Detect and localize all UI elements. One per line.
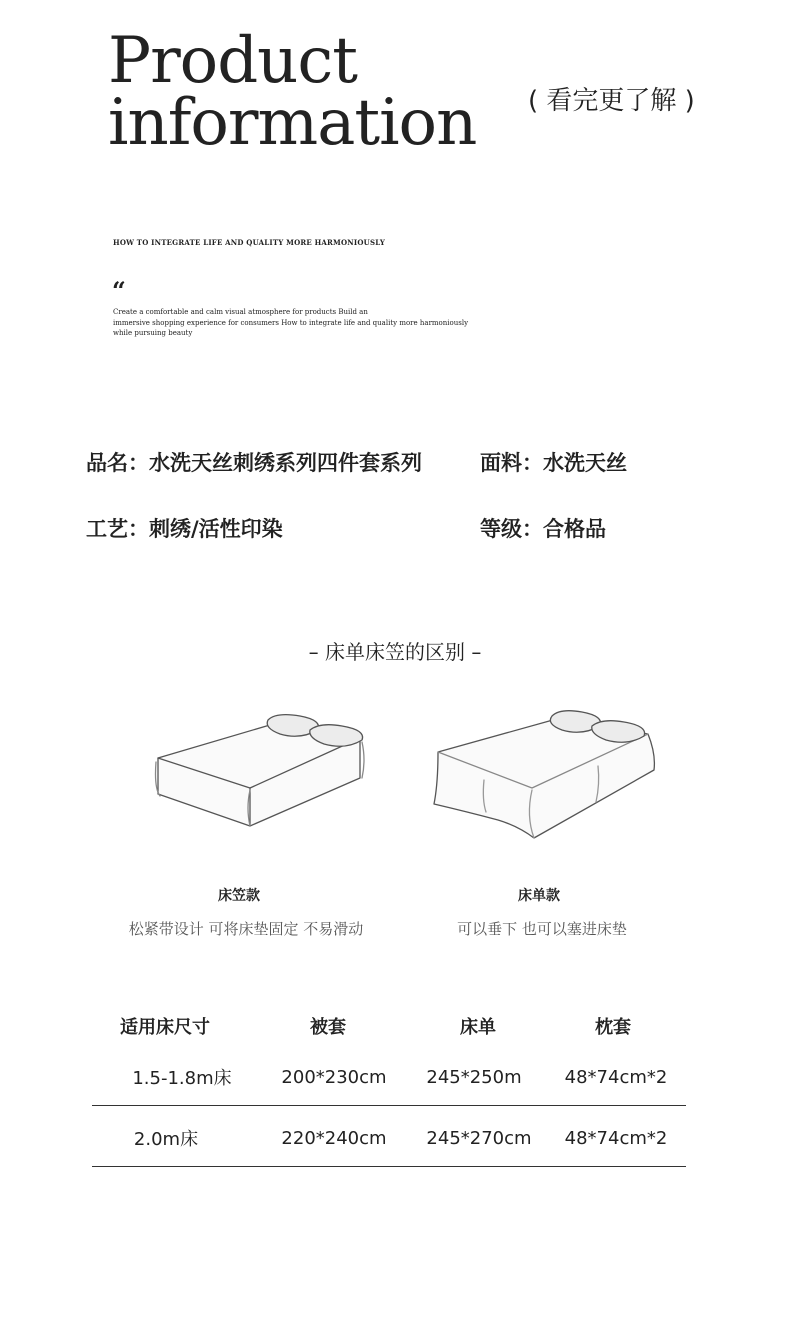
table-cell: 1.5-1.8m床 [132,1068,232,1089]
flat-sheet-illustration [428,708,660,848]
product-craft: 工艺：刺绣/活性印染 [86,517,283,541]
intro-line: while pursuing beauty [113,329,193,337]
table-header: 适用床尺寸 [120,1017,210,1038]
table-divider [92,1105,686,1106]
table-cell: 48*74cm*2 [564,1128,668,1149]
table-cell: 2.0m床 [133,1129,199,1150]
section-title: – 床单床笠的区别 – [308,640,482,664]
intro-text [113,307,533,339]
flat-sheet-label: 床单款 [518,888,560,904]
table-header: 被套 [310,1017,346,1038]
table-divider [92,1166,686,1167]
quote-icon: “ [112,276,126,305]
cn-subtitle: ( 看完更了解 ) [528,86,695,116]
table-header: 床单 [460,1017,496,1038]
intro-line: Create a comfortable and calm visual atmosphere for products Build an [113,308,368,316]
fitted-sheet-desc: 松紧带设计 可将床垫固定 不易滑动 [128,920,364,938]
table-cell: 245*250m [426,1067,522,1088]
title-line-2: information [108,86,477,160]
product-name: 品名：水洗天丝刺绣系列四件套系列 [86,451,422,475]
intro-line: immersive shopping experience for consumers How to integrate life and quality more harmoniously [113,318,469,327]
product-grade: 等级：合格品 [480,517,606,541]
fitted-sheet-illustration [150,708,375,833]
page-title [108,24,477,160]
table-header: 枕套 [595,1017,631,1038]
table-cell: 220*240cm [281,1128,387,1149]
table-cell: 200*230cm [281,1067,387,1088]
tagline: HOW TO INTEGRATE LIFE AND QUALITY MORE HARMONIOUSLY [113,238,386,247]
flat-sheet-desc: 可以垂下 也可以塞进床垫 [457,920,627,938]
fitted-sheet-label: 床笠款 [218,888,260,904]
product-fabric: 面料：水洗天丝 [480,451,627,475]
table-cell: 245*270cm [426,1128,532,1149]
table-cell: 48*74cm*2 [564,1067,668,1088]
title-line-1: Product [108,24,357,98]
